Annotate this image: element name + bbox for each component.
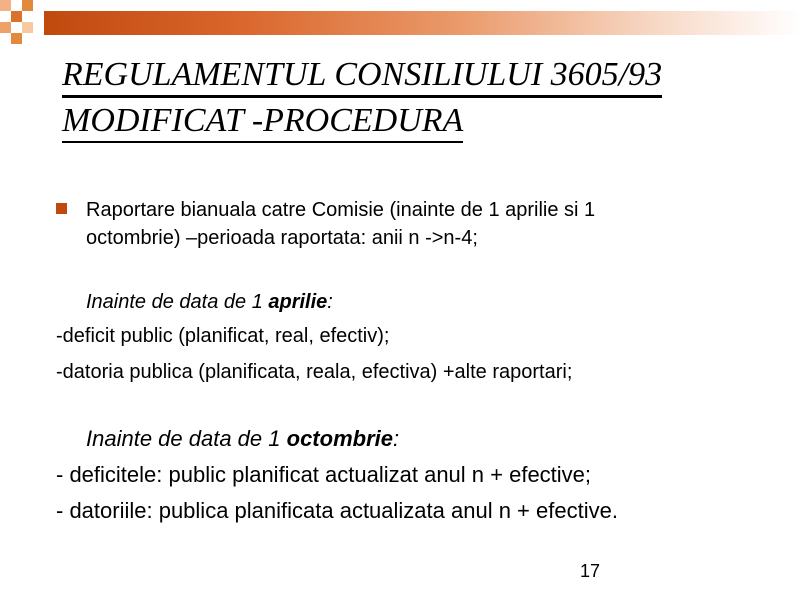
decor-square xyxy=(11,11,22,22)
april-item-deficit: -deficit public (planificat, real, efectiv); xyxy=(56,325,390,347)
decor-square xyxy=(33,0,44,11)
title-line-2: MODIFICAT -PROCEDURA xyxy=(62,101,463,143)
october-item-deficits: - deficitele: public planificat actualizat anul n + efective; xyxy=(56,462,592,487)
decor-square xyxy=(22,0,33,11)
april-heading-prefix: Inainte de data de 1 xyxy=(86,291,269,313)
decor-square xyxy=(11,33,22,44)
april-item-debt: -datoria publica (planificata, reala, efectiva) +alte raportari; xyxy=(56,361,573,383)
page-number: 17 xyxy=(580,561,601,581)
october-heading-suffix: : xyxy=(392,426,400,451)
decor-square xyxy=(11,0,22,11)
bullet-item xyxy=(56,196,756,252)
decor-square xyxy=(11,22,22,33)
bullet-line-1: Raportare bianuala catre Comisie (inainte de 1 aprilie si 1 xyxy=(86,199,596,221)
october-heading-prefix: Inainte de data de 1 xyxy=(86,426,287,451)
bullet-text xyxy=(86,196,756,252)
decor-square xyxy=(22,11,33,22)
april-heading-bold: aprilie xyxy=(268,291,328,313)
decor-square xyxy=(0,0,11,11)
slide-title xyxy=(62,52,762,144)
october-heading xyxy=(86,424,399,454)
bullet-line-2: octombrie) –perioada raportata: anii n ->n-4; xyxy=(86,227,478,249)
october-heading-bold: octombrie xyxy=(286,426,393,451)
october-item-debts: - datoriile: publica planificata actualizata anul n + efective. xyxy=(56,498,618,523)
square-bullet-icon xyxy=(56,203,67,214)
decor-square xyxy=(0,33,11,44)
decor-square xyxy=(22,22,33,33)
header-gradient-bar xyxy=(44,11,800,35)
decor-square xyxy=(0,22,11,33)
april-heading xyxy=(86,288,333,316)
decor-square xyxy=(0,11,11,22)
title-line-1: REGULAMENTUL CONSILIULUI 3605/93 xyxy=(62,55,662,98)
april-heading-suffix: : xyxy=(327,291,333,313)
